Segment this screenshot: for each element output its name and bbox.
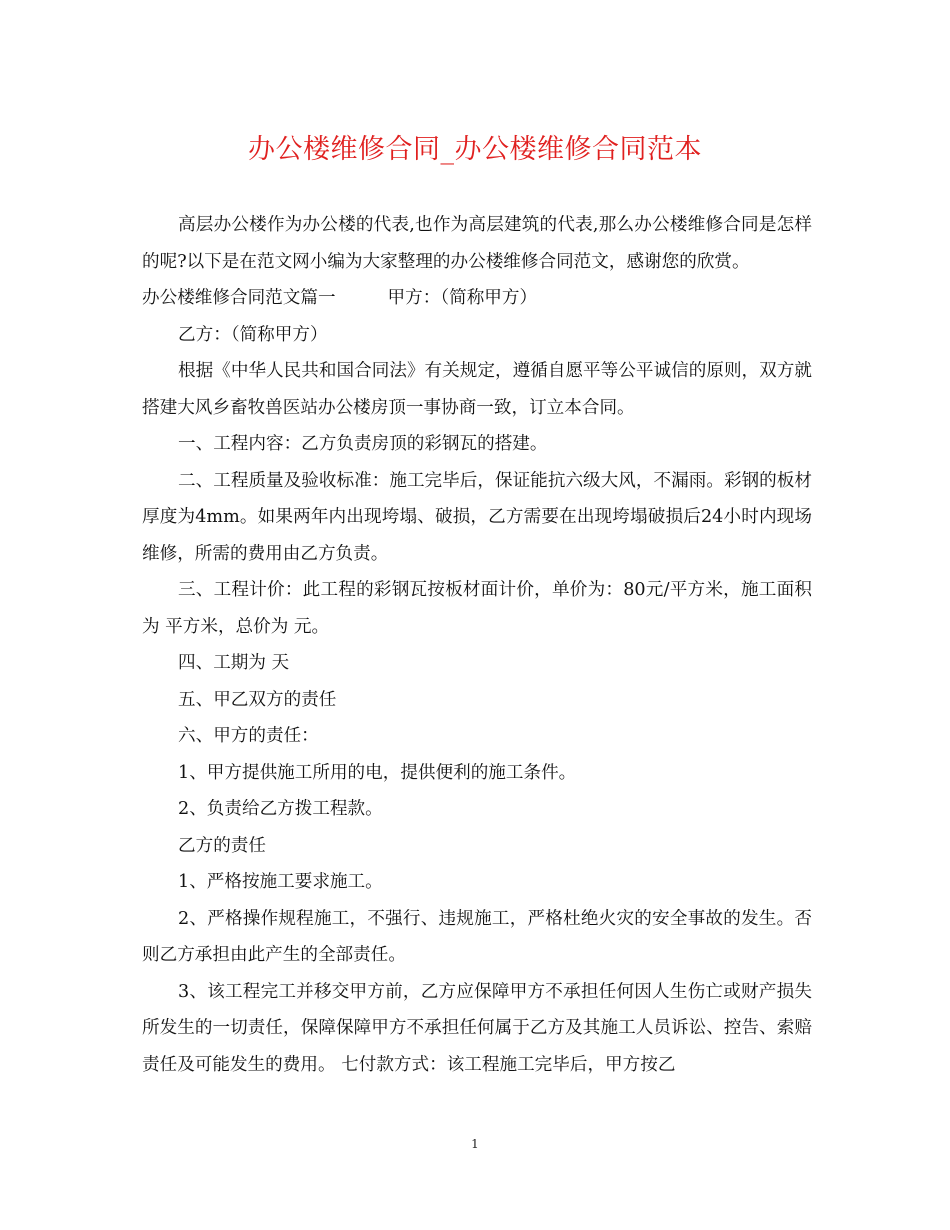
preamble-paragraph: 根据《中华人民共和国合同法》有关规定，遵循自愿平等公平诚信的原则，双方就搭建大风乡畜牧兽医站办公楼房顶一事协商一致，订立本合同。: [142, 361, 812, 418]
page-number: 1: [471, 1137, 479, 1151]
party-b-line: 乙方：（简称甲方）: [178, 324, 328, 345]
intro-paragraph: 高层办公楼作为办公楼的代表,也作为高层建筑的代表,那么办公楼维修合同是怎样的呢?以下是在范文网小编为大家整理的办公楼维修合同范文，感谢您的欣赏。: [142, 215, 812, 272]
clause-5: 五、甲乙双方的责任: [178, 689, 337, 710]
clause-6: 六、甲方的责任：: [178, 726, 319, 746]
party-b-duty-1: 1、严格按施工要求施工。: [178, 872, 383, 892]
party-a-line: 甲方：（简称甲方）: [387, 288, 538, 308]
party-b-heading: 乙方的责任: [178, 835, 266, 856]
party-a-duty-2: 2、负责给乙方拨工程款。: [178, 799, 383, 819]
clause-1: 一、工程内容：乙方负责房顶的彩钢瓦的搭建。: [178, 434, 548, 454]
party-a-duty-1: 1、甲方提供施工所用的电，提供便利的施工条件。: [178, 762, 577, 783]
party-b-duty-3: 3、该工程完工并移交甲方前，乙方应保障甲方不承担任何因人生伤亡或财产损失所发生的一切责任，保障保障甲方不承担任何属于乙方及其施工人员诉讼、控告、索赔责任及可能发生的费用。 七付款方式：该工程施工完毕后，甲方按乙: [142, 981, 812, 1075]
document-title: 办公楼维修合同_办公楼维修合同范本: [248, 134, 702, 165]
party-b-duty-2: 2、严格操作规程施工，不强行、违规施工，严格杜绝火灾的安全事故的发生。否则乙方承担由此产生的全部责任。: [142, 908, 812, 965]
section-heading: 办公楼维修合同范文篇一: [142, 288, 336, 308]
clause-3: 三、工程计价：此工程的彩钢瓦按板材面计价，单价为：80元/平方米，施工面积为 平方米，总价为 元。: [142, 580, 812, 637]
clause-4: 四、工期为 天: [178, 653, 290, 673]
clause-2: 二、工程质量及验收标准：施工完毕后，保证能抗六级大风，不漏雨。彩钢的板材厚度为4mm。如果两年内出现垮塌、破损，乙方需要在出现垮塌破损后24小时内现场维修，所需的费用由乙方负责。: [142, 470, 812, 564]
section-heading-line: [142, 280, 812, 317]
document-body: [142, 207, 812, 1083]
